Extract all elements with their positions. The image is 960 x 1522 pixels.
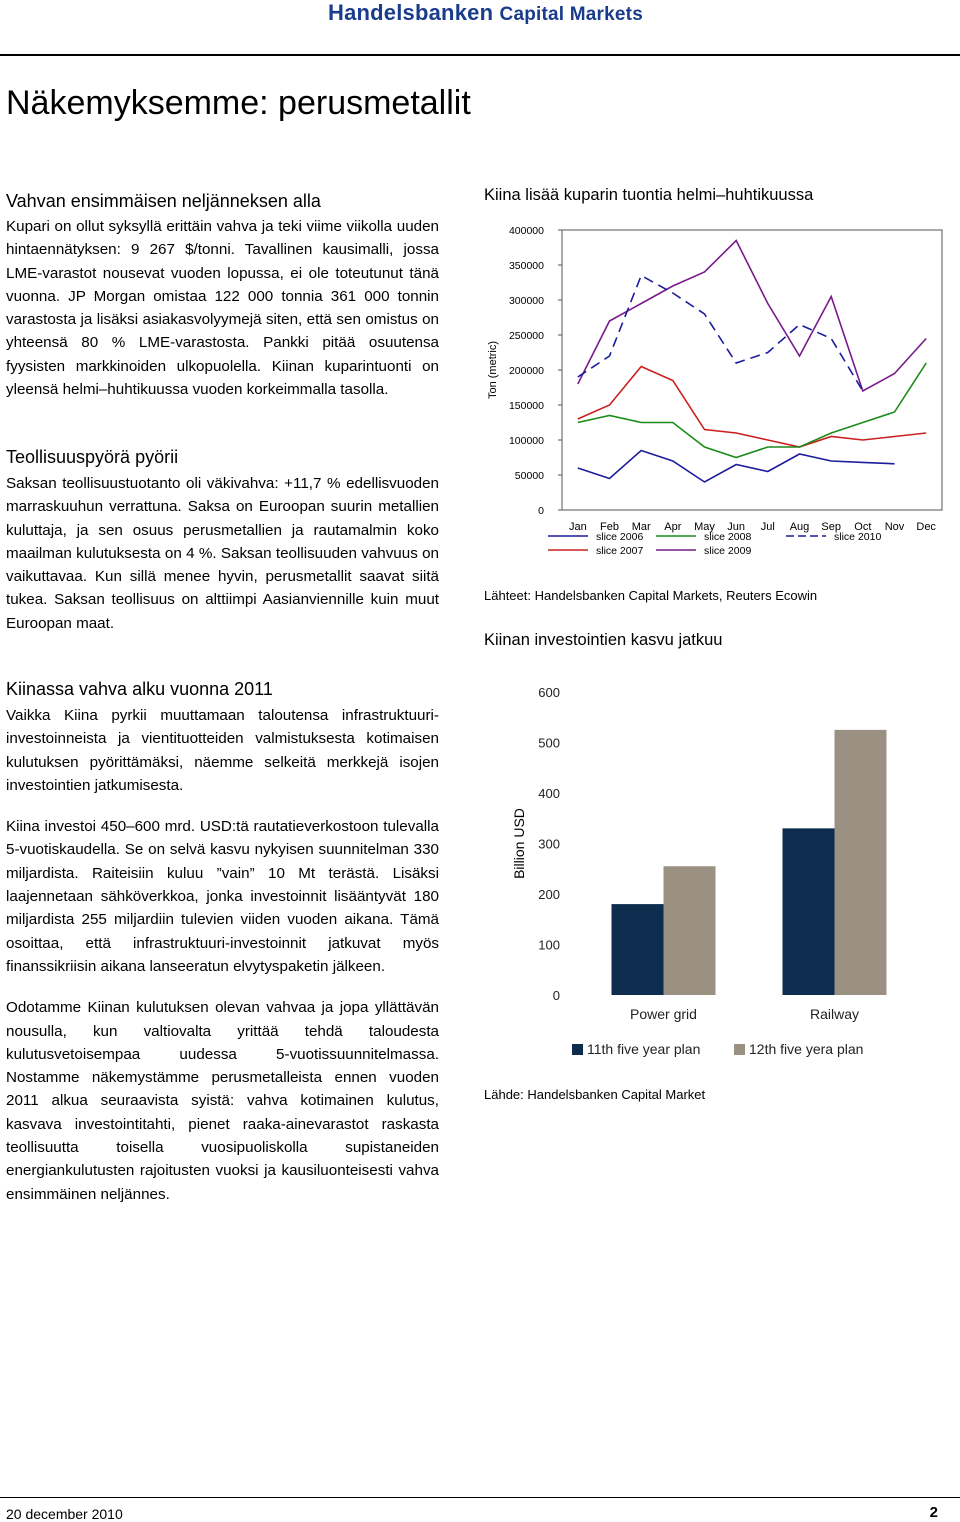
series-line: [578, 367, 926, 448]
chart1-source: Lähteet: Handelsbanken Capital Markets, Reuters Ecowin: [484, 588, 818, 603]
y-tick-label: 400000: [508, 225, 544, 237]
section-1: [6, 190, 439, 401]
chart2-source: Lähde: Handelsbanken Capital Market: [484, 1087, 706, 1102]
section-heading: Vahvan ensimmäisen neljänneksen alla: [6, 191, 321, 211]
section-3: [6, 678, 439, 1206]
bar: [783, 828, 835, 995]
y-tick-label: 250000: [508, 330, 544, 342]
y-tick-label: 100000: [508, 435, 544, 447]
x-tick-label: Nov: [884, 521, 905, 533]
x-tick-label: Oct: [854, 521, 872, 533]
legend-label: slice 2009: [704, 545, 752, 557]
x-tick-label: Power grid: [630, 1006, 697, 1022]
section-2: [6, 446, 439, 635]
x-tick-label: Jun: [727, 521, 746, 533]
x-tick-label: Jan: [568, 521, 587, 533]
y-tick-label: 150000: [508, 400, 544, 412]
series-line: [578, 276, 863, 392]
chart2-title: Kiinan investointien kasvu jatkuu: [484, 631, 723, 649]
legend-label: slice 2006: [596, 531, 644, 543]
section-heading: Kiinassa vahva alku vuonna 2011: [6, 679, 273, 699]
series-line: [578, 363, 926, 458]
series-line: [578, 451, 895, 483]
y-tick-label: 300000: [508, 295, 544, 307]
section-paragraph: Kiina investoi 450–600 mrd. USD:tä rautatieverkostoon tulevalla 5-vuotiskaudella. Se on selvä kasvu nykyisen suunnitelman 330 miljardista. Raiteisiin kuluu ”vain” 10 Mt terästä. Lisäksi laajennetaan sähköverkkoa, jonka investoinnit lisääntyvät 180 miljardista 255 miljardiin tulevien viiden vuoden aikana. Tämä osoittaa, että infrastruktuuri-investoinnit jatkuvat myös finanssikriisin aikana lanseeratun elvytyspaketin jälkeen.: [6, 818, 439, 975]
y-tick-label: 0: [538, 505, 544, 517]
brand-subtitle: Capital Markets: [499, 4, 643, 25]
page-title: Näkemyksemme: perusmetallit: [6, 84, 471, 122]
brand-logo: [328, 0, 643, 26]
series-line: [578, 241, 926, 392]
legend-label: slice 2010: [834, 531, 882, 543]
x-tick-label: Feb: [600, 521, 619, 533]
y-tick-label: 50000: [514, 470, 544, 482]
section-paragraph: Saksan teollisuustuotanto oli väkivahva: +11,7 % edellisvuoden marraskuuhun verrattuna. Saksa on Euroopan suurin metallien kuluttaja, ja sen osuus perusmetallien ja rautamalmin koko maailman kulutuksesta on 4 %. Saksan teollisuuden vahvuus on vaikuttavaa. Kun sillä menee hyvin, perusmetallit saavat siitä tukea. Saksan teollisuus on alttiimpi Aasianviennille kuin muut Euroopan maat.: [6, 475, 439, 632]
x-tick-label: May: [694, 521, 715, 533]
y-tick-label: 300: [538, 836, 560, 852]
page-number: 2: [929, 1504, 938, 1521]
y-tick-label: 0: [552, 988, 560, 1003]
legend-label: slice 2007: [596, 545, 644, 557]
bar: [612, 904, 664, 995]
y-tick-label: 350000: [508, 260, 544, 272]
x-tick-label: Dec: [916, 521, 936, 533]
y-axis-label: Ton (metric): [487, 340, 499, 400]
legend-swatch: [572, 1044, 583, 1055]
y-tick-label: 200: [538, 887, 560, 902]
bar: [664, 866, 716, 995]
chart1-title: Kiina lisää kuparin tuontia helmi–huhtikuussa: [484, 186, 814, 204]
y-tick-label: 400: [538, 786, 560, 801]
footer-divider: [0, 1497, 960, 1498]
y-axis-label: Billion USD: [511, 808, 527, 879]
legend-label: slice 2008: [704, 531, 752, 543]
section-heading: Teollisuuspyörä pyörii: [6, 447, 179, 467]
x-tick-label: Sep: [821, 521, 841, 533]
legend-label: 11th five year plan: [587, 1041, 701, 1057]
x-tick-label: Railway: [809, 1006, 860, 1022]
y-tick-label: 200000: [508, 365, 544, 377]
legend-label: 12th five yera plan: [749, 1041, 864, 1057]
x-tick-label: Jul: [760, 521, 775, 533]
brand-name: Handelsbanken: [328, 0, 494, 25]
section-paragraph: Vaikka Kiina pyrkii muuttamaan taloutensa infrastruktuuri-investoinneista ja vientituotteiden valmistuksesta kotimaisen kulutuksen pyörittämäksi, näemme selkeitä merkkejä isojen investointien jatkumisesta.: [6, 707, 439, 794]
legend-swatch: [734, 1044, 745, 1055]
footer-date: 20 december 2010: [6, 1506, 123, 1522]
header-divider: [0, 54, 960, 56]
copper-import-line-chart: [480, 205, 950, 570]
x-tick-label: Apr: [664, 521, 682, 533]
section-paragraph: Odotamme Kiinan kulutuksen olevan vahvaa ja jopa yllättävän nousulla, kun valtiovalta yrittää tehdä taloudesta kulutusvetoisempaa uudessa 5-vuotissuunnitelmassa. Nostamme näkemystämme perusmetalleista ennen vuoden 2011 alkua seuraavista syistä: vahva kotimainen kulutus, kasvava investointitahti, pienet raaka-ainevarastot raskasta teollisuutta toisella vuosipuoliskolla supistaneiden energiankulutusten rajoitusten vuoksi ja kausiluonteisesti vahva ensimmäinen neljännes.: [6, 999, 439, 1203]
y-tick-label: 500: [538, 735, 560, 751]
x-tick-label: Aug: [789, 521, 810, 533]
y-tick-label: 600: [538, 685, 560, 700]
x-tick-label: Mar: [631, 521, 651, 533]
investment-bar-chart: [484, 670, 944, 1070]
y-tick-label: 100: [538, 937, 560, 953]
section-paragraph: Kupari on ollut syksyllä erittäin vahva ja teki viime viikolla uuden hintaennätyksen: 9 267 $/tonni. Tavallinen kausimalli, jossa LME-varastot nousevat vuoden lopussa, ei ole toteutunut tänä vuonna. JP Morgan omistaa 122 000 tonnia 361 000 tonnin varastosta ja lisäksi asiakasvolyymejä siten, että sen omistus on yhteensä 80 % LME-varastosta. Pankki pitää osuutensa fyysisten markkinoiden ulkopuolella. Kiinan kuparintuonti on yleensä helmi–huhtikuussa vuoden korkeimmalla tasolla.: [6, 218, 439, 399]
bar: [835, 730, 887, 995]
